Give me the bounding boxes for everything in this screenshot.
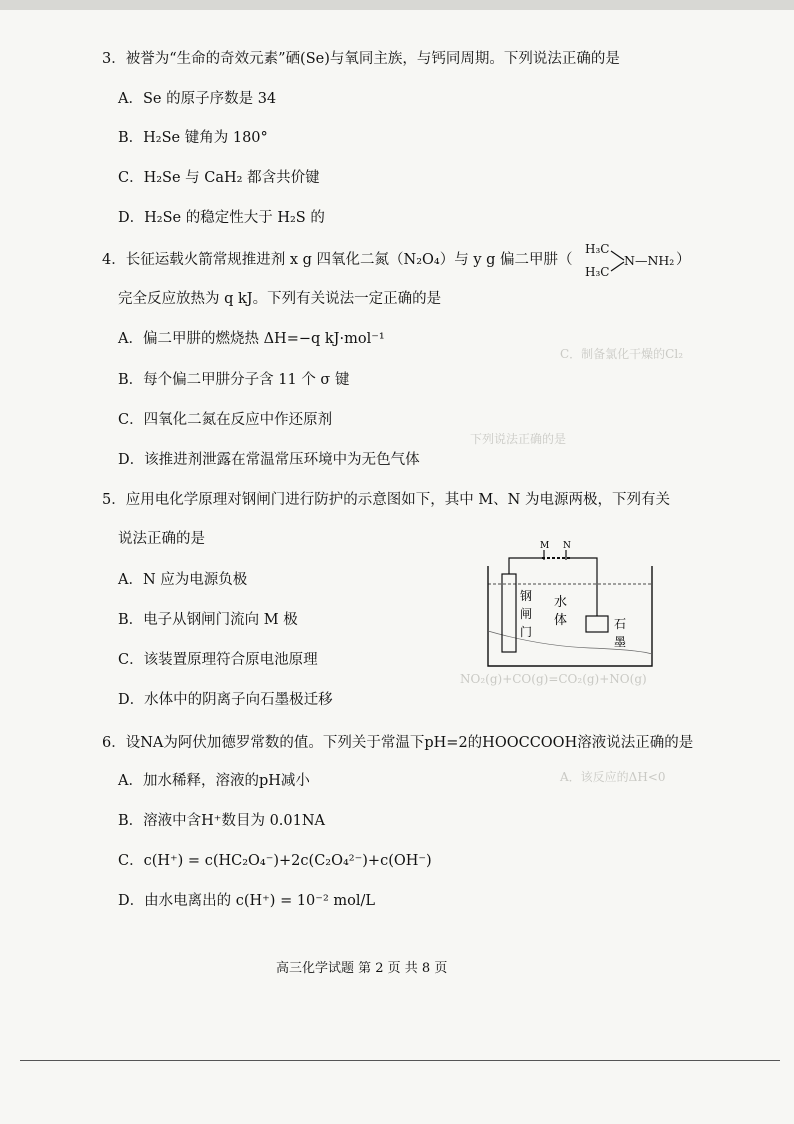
question-5-option-d: D．水体中的阴离子向石墨极迁移 — [118, 692, 333, 708]
label-m: M — [540, 541, 550, 551]
question-3-option-b: B．H₂Se 键角为 180° — [118, 130, 268, 146]
structure-ch3-top: H₃C — [585, 242, 610, 256]
question-6-stem: 6．设NA为阿伏加德罗常数的值。下列关于常温下pH=2的HOOCCOOH溶液说法正确的是 — [102, 735, 694, 751]
water-container — [488, 566, 652, 666]
question-3-stem: 3．被誉为“生命的奇效元素”硒(Se)与氧同主族，与钙同周期。下列说法正确的是 — [102, 51, 620, 67]
question-5-option-c: C．该装置原理符合原电池原理 — [118, 652, 318, 668]
question-5-option-b: B．电子从钢闸门流向 M 极 — [118, 612, 298, 628]
bleed-text: 下列说法正确的是 — [470, 432, 567, 446]
question-3-option-d: D．H₂Se 的稳定性大于 H₂S 的 — [118, 210, 325, 226]
label-water-1: 水 — [554, 595, 568, 610]
question-4-option-d: D．该推进剂泄露在常温常压环境中为无色气体 — [118, 452, 420, 468]
question-6-option-c: C．c(H⁺) = c(HC₂O₄⁻)+2c(C₂O₄²⁻)+c(OH⁻) — [118, 853, 432, 869]
label-water-2: 体 — [554, 613, 568, 628]
question-6-option-b: B．溶液中含H⁺数目为 0.01NA — [118, 813, 326, 829]
question-4-stem: 4．长征运载火箭常规推进剂 x g 四氧化二氮（N₂O₄）与 y g 偏二甲肼（ — [102, 252, 573, 268]
label-gate-1: 钢 — [520, 589, 533, 603]
question-3-option-a: A．Se 的原子序数是 34 — [118, 91, 277, 107]
question-3-option-c: C．H₂Se 与 CaH₂ 都含共价键 — [118, 170, 320, 186]
question-4-close-paren: ） — [676, 252, 691, 268]
page-footer: 高三化学试题 第 2 页 共 8 页 — [276, 961, 448, 976]
bleed-text: NO₂(g)+CO(g)=CO₂(g)+NO(g) — [460, 672, 647, 686]
question-6-option-d: D．由水电离出的 c(H⁺) = 10⁻² mol/L — [118, 893, 375, 909]
wire-left — [509, 558, 542, 574]
scan-bottom-rule — [20, 1060, 780, 1061]
question-4-option-b: B．每个偏二甲肼分子含 11 个 σ 键 — [118, 372, 350, 388]
label-n: N — [563, 541, 571, 551]
bleed-text: A．该反应的ΔH<0 — [560, 770, 666, 784]
question-5-option-a: A．N 应为电源负极 — [118, 572, 248, 588]
question-4-option-c: C．四氧化二氮在反应中作还原剂 — [118, 412, 333, 428]
scan-top-edge — [0, 0, 794, 10]
question-4-option-a: A．偏二甲肼的燃烧热 ΔH=−q kJ·mol⁻¹ — [118, 331, 385, 347]
label-graphite-2: 墨 — [614, 635, 627, 649]
graphite-electrode — [586, 616, 608, 632]
question-5-stem: 5．应用电化学原理对钢闸门进行防护的示意图如下，其中 M、N 为电源两极，下列有关 — [102, 492, 670, 508]
question-6-option-a: A．加水稀释，溶液的pH减小 — [118, 773, 310, 789]
electrochem-diagram — [480, 536, 660, 672]
wire-right — [570, 558, 597, 616]
bleed-text: C．制备氯化干燥的Cl₂ — [560, 347, 684, 361]
question-5-continuation: 说法正确的是 — [118, 531, 205, 547]
structure-n-nh2: N—NH₂ — [624, 253, 675, 268]
label-gate-2: 闸 — [520, 607, 533, 621]
question-4-continuation: 完全反应放热为 q kJ。下列有关说法一定正确的是 — [118, 291, 442, 307]
steel-gate — [502, 574, 516, 652]
label-gate-3: 门 — [520, 625, 533, 639]
label-graphite-1: 石 — [614, 617, 627, 631]
mud-line — [488, 631, 652, 654]
structure-ch3-bottom: H₃C — [585, 265, 610, 279]
